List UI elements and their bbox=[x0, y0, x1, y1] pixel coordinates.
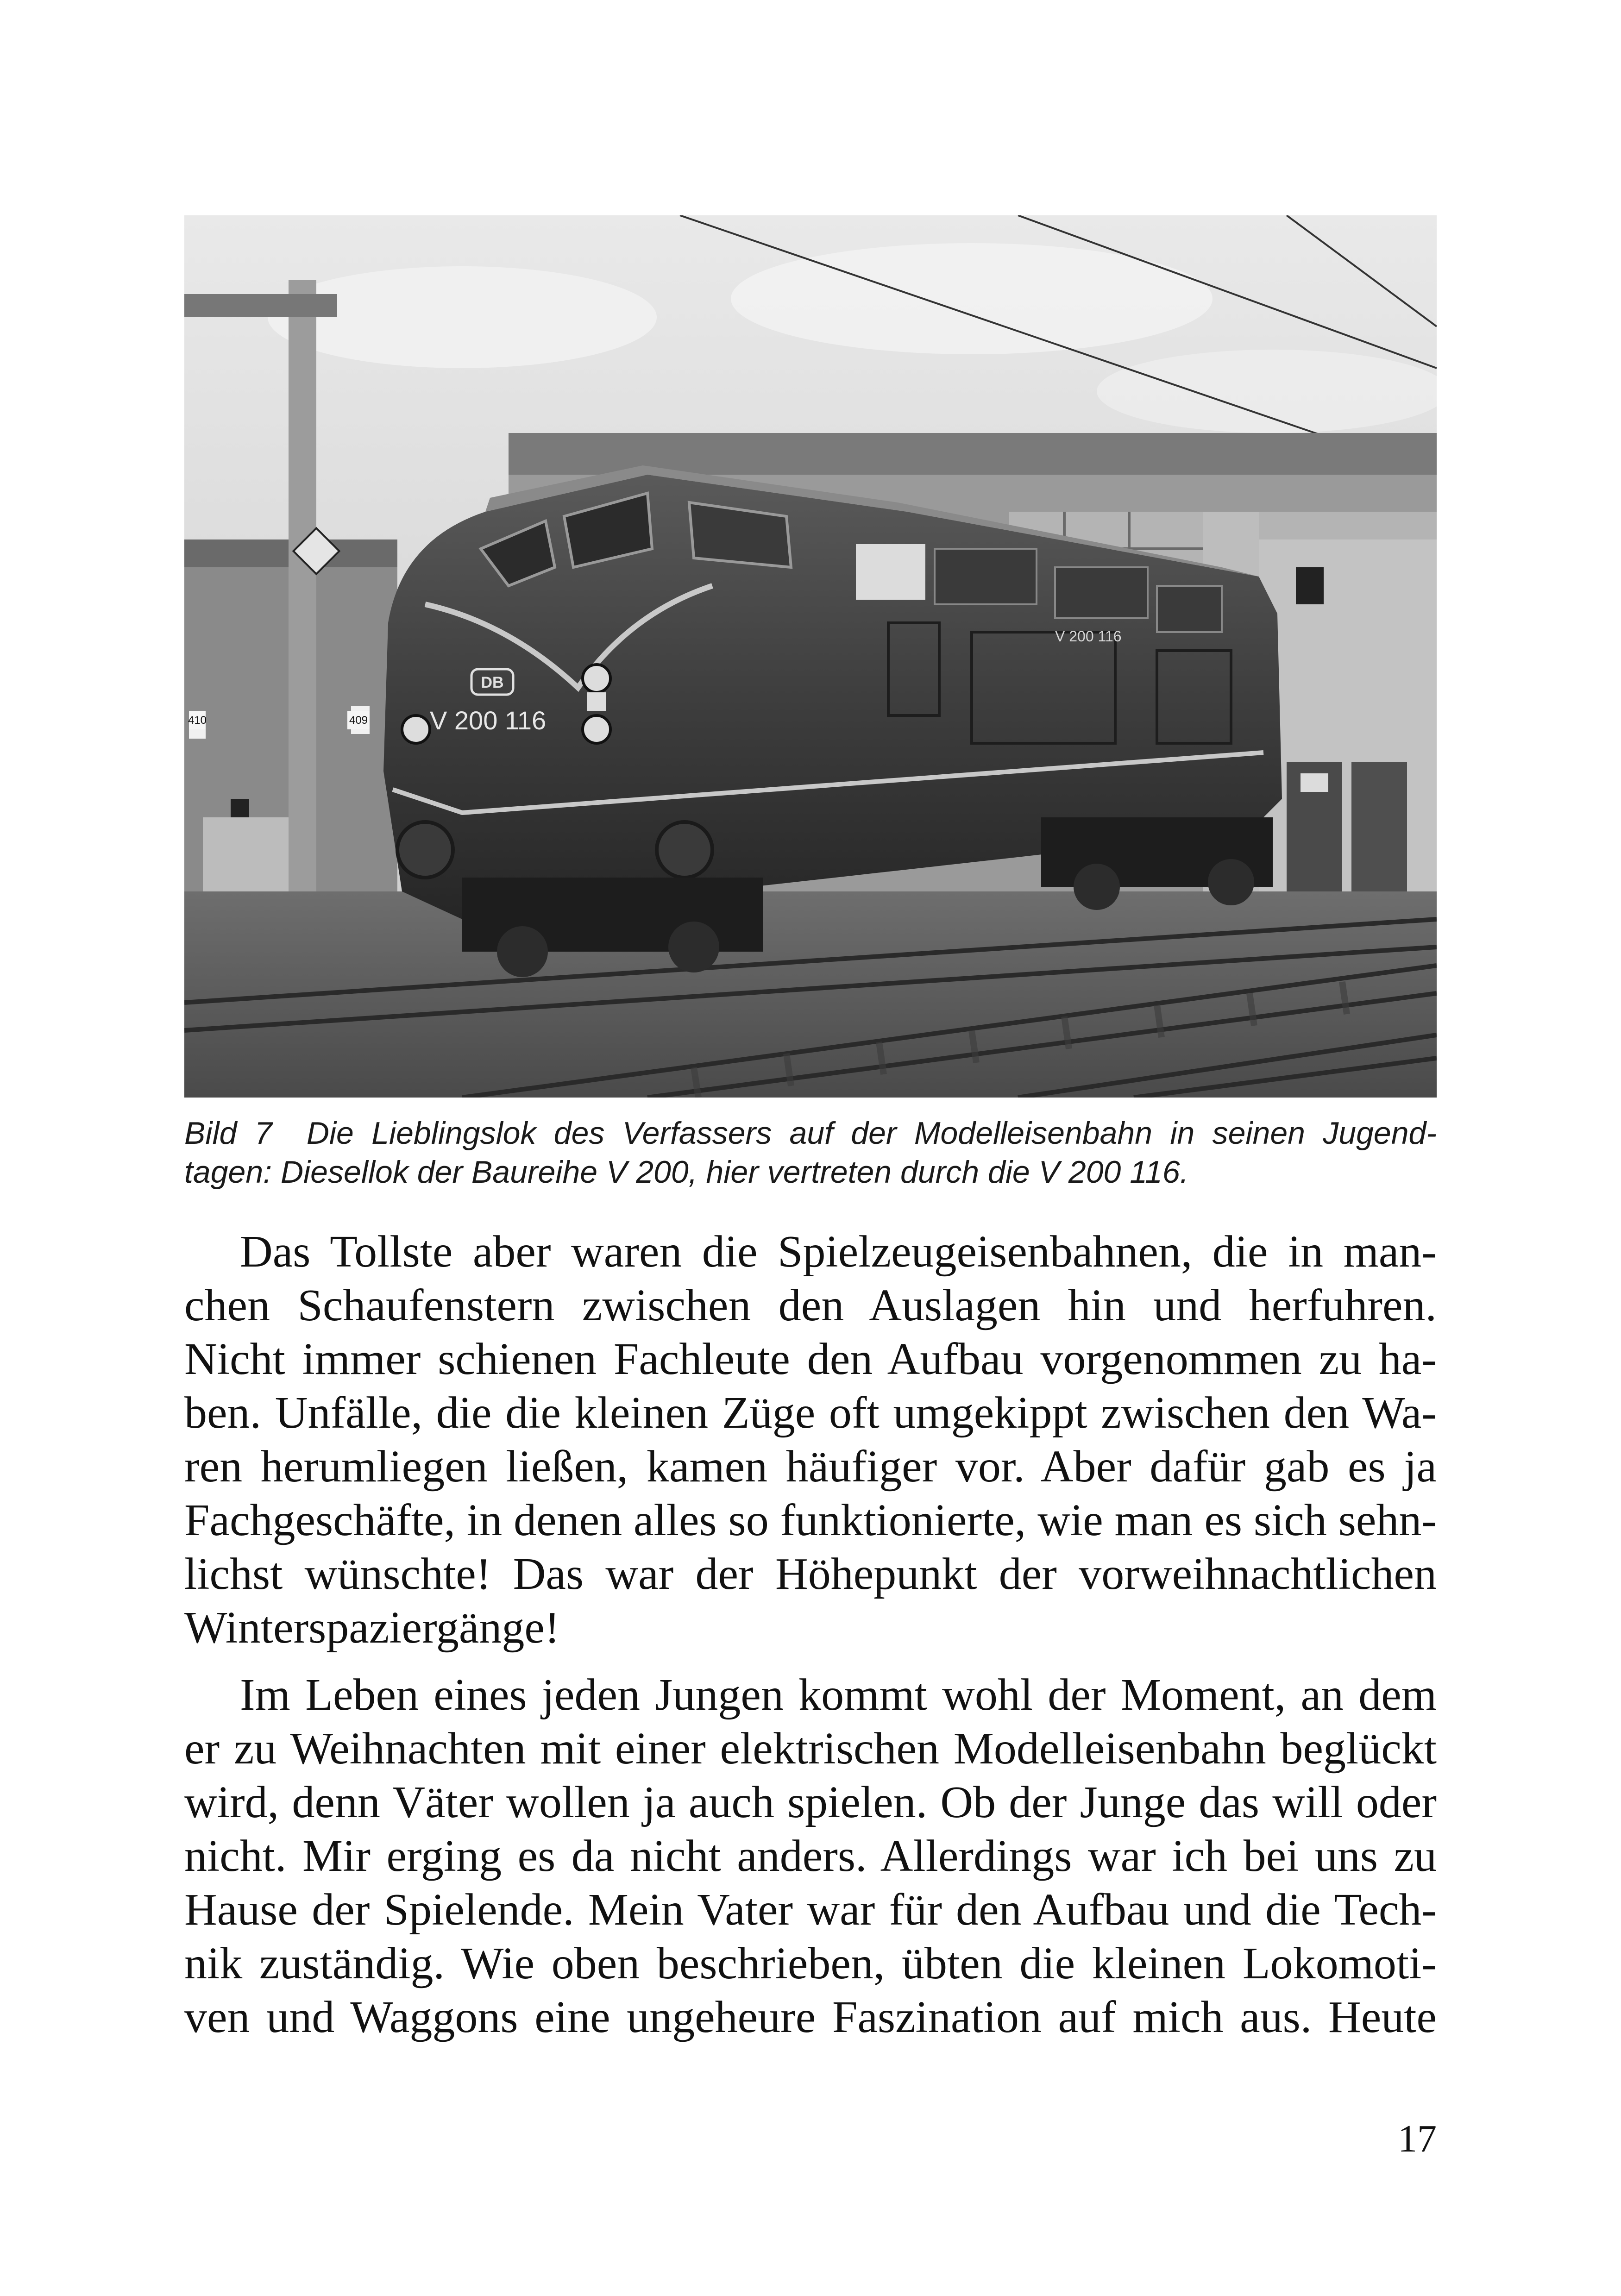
paragraph-2-line-6: nik zuständig. Wie oben beschrieben, übten die kleinen Lokomoti- bbox=[184, 1938, 1437, 1989]
locomotive-photo-drawing bbox=[184, 215, 1437, 1098]
caption-line-1 bbox=[184, 1114, 1437, 1153]
track-sign-409: 409 bbox=[349, 714, 368, 727]
paragraph-1-line-6: Fachgeschäfte, in denen alles so funktionierte, wie man es sich sehn- bbox=[184, 1495, 1437, 1545]
page-number: 17 bbox=[1398, 2117, 1437, 2160]
caption-line-2: tagen: Diesellok der Baureihe V 200, hier vertreten durch die V 200 116. bbox=[184, 1154, 1189, 1190]
paragraph-1-line-2: chen Schaufenstern zwischen den Auslagen hin und herfuhren. bbox=[184, 1280, 1437, 1330]
front-db-logo: DB bbox=[481, 674, 504, 691]
paragraph-1-line-3: Nicht immer schienen Fachleute den Aufbau vorgenommen zu ha- bbox=[184, 1334, 1437, 1384]
paragraph-2-line-2: er zu Weihnachten mit einer elektrischen Modelleisenbahn beglückt bbox=[184, 1724, 1437, 1774]
locomotive-photo bbox=[184, 215, 1437, 1098]
track-sign-410: 410 bbox=[188, 714, 207, 727]
paragraph-1-line-8: Winterspaziergänge! bbox=[184, 1603, 560, 1653]
caption-text-1: Die Lieblingslok des Verfassers auf der Modelleisenbahn in seinen Jugend- bbox=[306, 1116, 1437, 1151]
paragraph-1-line-4: ben. Unfälle, die die kleinen Züge oft umgekippt zwischen den Wa- bbox=[184, 1388, 1437, 1438]
paragraph-1-line-7: lichst wünschte! Das war der Höhepunkt der vorweihnachtlichen bbox=[184, 1549, 1437, 1599]
side-number: V 200 116 bbox=[1055, 628, 1122, 645]
paragraph-2-line-7: ven und Waggons eine ungeheure Faszination auf mich aus. Heute bbox=[184, 1992, 1437, 2042]
paragraph-2 bbox=[184, 1668, 1437, 2044]
paragraph-2-line-3: wird, denn Väter wollen ja auch spielen. Ob der Junge das will oder bbox=[184, 1777, 1437, 1827]
paragraph-2-line-5: Hause der Spielende. Mein Vater war für den Aufbau und die Tech- bbox=[184, 1885, 1437, 1935]
front-number: V 200 116 bbox=[430, 706, 547, 735]
paragraph-1 bbox=[184, 1225, 1437, 1655]
paragraph-2-line-1: Im Leben eines jeden Jungen kommt wohl der Moment, an dem bbox=[240, 1670, 1437, 1720]
paragraph-1-line-1: Das Tollste aber waren die Spielzeugeisenbahnen, die in man- bbox=[240, 1227, 1437, 1277]
caption-label: Bild 7 bbox=[184, 1116, 272, 1151]
paragraph-1-line-5: ren herumliegen ließen, kamen häufiger vor. Aber dafür gab es ja bbox=[184, 1442, 1437, 1492]
paragraph-2-line-4: nicht. Mir erging es da nicht anders. Allerdings war ich bei uns zu bbox=[184, 1831, 1437, 1881]
figure-caption bbox=[184, 1114, 1437, 1192]
